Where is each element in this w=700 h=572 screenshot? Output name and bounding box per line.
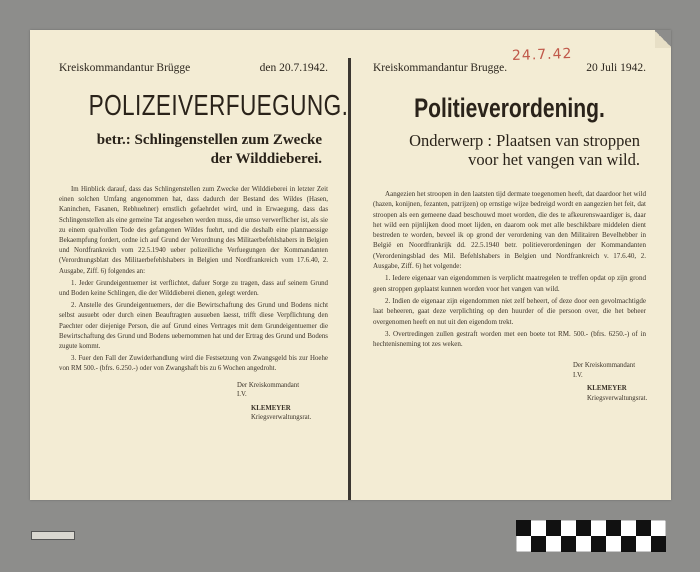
german-subject bbox=[59, 131, 328, 169]
german-body bbox=[59, 185, 328, 375]
dutch-subject-line2: voor het vangen van wild. bbox=[468, 150, 640, 169]
dutch-office: Kreiskommandantur Brugge. bbox=[373, 62, 508, 74]
german-sig-name: KLEMEYER bbox=[251, 404, 291, 412]
dutch-paragraph: 3. Overtredingen zullen gestraft worden met een boete tot RM. 500.- (bfrs. 6250.-) of in hechtenisneming tot zes weken. bbox=[373, 329, 646, 349]
poster bbox=[30, 30, 671, 500]
german-paragraph: Im Hinblick darauf, dass das Schlingenstellen zum Zwecke der Wilddieberei in letzter Zeit einen solchen Umfang angenommen hat, dass dadurch der Bestand des Wildes (Hasen, Kaninchen, Fasanen, Rebhuehner) ernstlich gefaehrdet wird, und in Erwaegung, dass das Schlingenstellen als eine gemeine Tat angesehen werden muss, die umso verwerflicher ist, als sie zu einem qualvollen Tode des gefangenen Wildes fuehrt, und die deshalb eine planmaessige Bekaempfung fordert, ordne ich auf Grund der Verordnung des Militaerbefehlshabers in Belgien und Nordfrankreich vom 22.5.1940 ueber polizeiliche Verfuegungen der Kommandanten (Verordnungsblatt des Militaerbefehlshabers in Belgien und Nordfrankreich vom 17.6.40, 2. Ausgabe, Ziff. 6) folgendes an: bbox=[59, 186, 328, 275]
german-paragraph: 2. Anstelle des Grundeigentuemers, der die Bewirtschaftung des Grund und Bodens nicht selbst ausuebt oder durch einen Beauftragten ausueben laesst, trifft diese Verpflichtung den Paechter oder diejenige Person, die auf Grund eines Vertrages mit dem Grundeigentuemer die Bewirtschaftung des Grund und Bodens uebernommen hat und der Ertrag des Grund und Bodens zugute kommt. bbox=[59, 302, 328, 351]
german-sig-role: Der Kreiskommandant bbox=[237, 381, 300, 389]
german-subject-line1: betr.: Schlingenstellen zum Zwecke bbox=[96, 132, 322, 148]
german-column bbox=[30, 30, 348, 500]
german-signature bbox=[237, 381, 328, 423]
dutch-subject-line1: Onderwerp : Plaatsen van stroppen bbox=[409, 131, 640, 150]
german-sig-rank: Kriegsverwaltungsrat. bbox=[251, 414, 312, 422]
dutch-sig-rank: Kriegsverwaltungsrat. bbox=[587, 394, 648, 402]
dutch-paragraph: 2. Indien de eigenaar zijn eigendommen niet zelf beheert, of deze door een gevolmachtigde laat beheeren, gaat deze verplichting op den huurder of die persoon over, die het beheer overgenomen heeft en nut uit den eigendom trekt. bbox=[373, 296, 646, 326]
dutch-date: 20 Juli 1942. bbox=[586, 62, 646, 74]
dutch-subject bbox=[373, 131, 646, 169]
dutch-paragraph: 1. Iedere eigenaar van eigendommen is verplicht maatregelen te treffen opdat op zijn grond geen stroppen geplaatst kunnen worden voor het vangen van wild. bbox=[373, 274, 646, 293]
archive-label-strip bbox=[31, 531, 75, 540]
handwritten-date-annotation: 24.7.42 bbox=[511, 45, 573, 65]
column-divider bbox=[348, 58, 351, 500]
dutch-body bbox=[373, 189, 646, 349]
dutch-title: Politieverordening. bbox=[414, 93, 605, 123]
german-office: Kreiskommandantur Brügge bbox=[59, 62, 191, 74]
german-sig-iv: I.V. bbox=[237, 391, 247, 399]
german-header bbox=[59, 62, 328, 78]
dutch-header bbox=[373, 62, 646, 78]
dutch-sig-role: Der Kreiskommandant bbox=[573, 362, 636, 370]
dutch-sig-iv: I.V. bbox=[573, 371, 583, 379]
german-title: POLIZEIVERFUEGUNG. bbox=[88, 90, 349, 122]
german-subject-line2: der Wilddieberei. bbox=[210, 151, 322, 167]
german-date: den 20.7.1942. bbox=[259, 62, 328, 74]
dutch-sig-name: KLEMEYER bbox=[587, 385, 627, 393]
color-calibration-checker bbox=[516, 520, 666, 552]
dutch-column bbox=[352, 30, 671, 500]
dutch-signature bbox=[573, 361, 646, 403]
german-paragraph: 3. Fuer den Fall der Zuwiderhandlung wird die Festsetzung von Zwangsgeld bis zur Hoehe von RM 500.- (bfrs. 6.250.-) oder von Zwangshaft bis zu 6 Wochen angedroht. bbox=[59, 355, 328, 373]
german-paragraph: 1. Jeder Grundeigentuemer ist verflichtet, dafuer Sorge zu tragen, dass auf seinem Grund und Boden keine Schlingen, die der Wilddieberei dienen, gelegt werden. bbox=[59, 279, 328, 298]
dutch-paragraph: Aangezien het stroopen in den laatsten tijd dermate toegenomen heeft, dat daardoor het wild (hazen, konijnen, fezanten, patrijzen) op ernstige wijze bedreigd wordt en aangezien het feit, dat stroopen als een gemeene daad beschouwd moet worden, die des te afkeurenswaardiger is, daar het wild een pijnlijken dood moet lijden, en daarom ook met alle beschikbare middelen dient bestreden te worden, beveel ik op grond der verordening van den Militairen Bevelhebber in België en Noordfrankrijk dd. 22.5.1940 betr. politieverordeningen der Kommandanten (Verordeningsblad des Mil. Befehlshabers in Belgien und Nordfrankreich v. 17.6.40, 2. Ausgabe, Ziff. 6) het volgende: bbox=[373, 190, 646, 271]
